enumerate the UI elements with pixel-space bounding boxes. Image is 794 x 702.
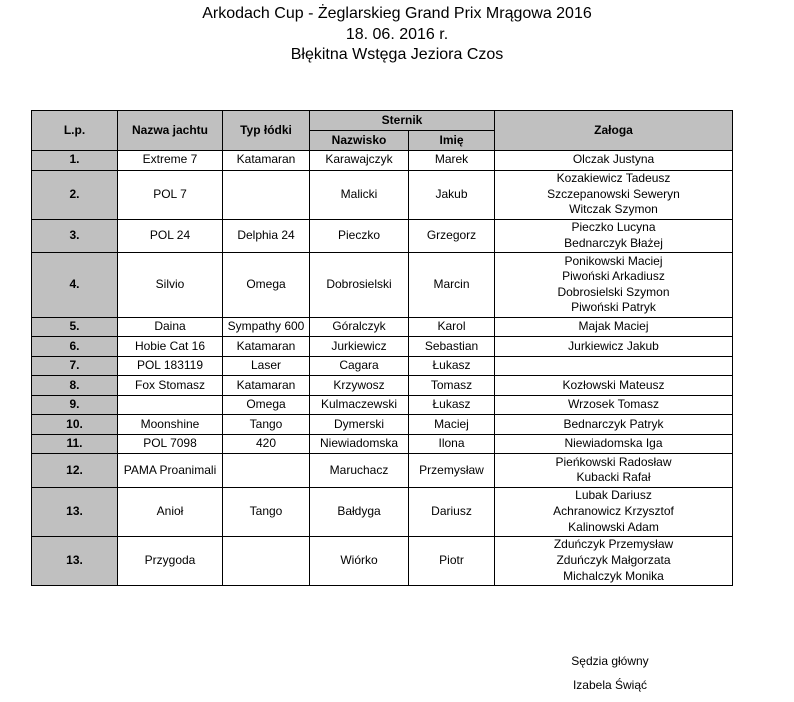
judge-role: Sędzia główny bbox=[571, 654, 649, 668]
row-number: 9. bbox=[32, 395, 118, 415]
crew-member: Pieńkowski Radosław bbox=[555, 454, 672, 469]
yacht-name: Daina bbox=[118, 317, 223, 337]
crew-cell bbox=[495, 376, 733, 396]
table-row bbox=[32, 337, 733, 357]
yacht-name: Fox Stomasz bbox=[118, 376, 223, 396]
crew-member: Witczak Szymon bbox=[569, 202, 658, 217]
crew-cell bbox=[495, 415, 733, 435]
document-header bbox=[0, 4, 794, 66]
crew-member: Olczak Justyna bbox=[572, 152, 655, 167]
yacht-name: Anioł bbox=[118, 487, 223, 536]
yacht-name: Extreme 7 bbox=[118, 151, 223, 171]
crew-member: Kalinowski Adam bbox=[568, 519, 659, 534]
boat-type: Omega bbox=[223, 252, 310, 317]
crew-member: Michalczyk Monika bbox=[563, 568, 664, 583]
crew-member: Kozłowski Mateusz bbox=[562, 377, 665, 392]
helmsman-surname: Pieczko bbox=[310, 219, 409, 252]
row-number: 12. bbox=[32, 454, 118, 487]
helmsman-first-name: Maciej bbox=[409, 415, 495, 435]
crew-member: Lubak Dariusz bbox=[575, 488, 652, 503]
crew-member: Szczepanowski Seweryn bbox=[547, 186, 680, 201]
crew-member: Piwoński Arkadiusz bbox=[562, 269, 665, 284]
crew-member: Niewiadomska Iga bbox=[564, 436, 663, 451]
helmsman-first-name: Ilona bbox=[409, 434, 495, 454]
boat-type: Delphia 24 bbox=[223, 219, 310, 252]
helmsman-surname: Jurkiewicz bbox=[310, 337, 409, 357]
crew-member: Achranowicz Krzysztof bbox=[553, 503, 674, 518]
table-row bbox=[32, 415, 733, 435]
row-number: 4. bbox=[32, 252, 118, 317]
crew-member: Pieczko Lucyna bbox=[571, 220, 656, 235]
yacht-name: Silvio bbox=[118, 252, 223, 317]
header-surname: Nazwisko bbox=[310, 131, 409, 151]
boat-type bbox=[223, 170, 310, 219]
table-row bbox=[32, 151, 733, 171]
boat-type: Laser bbox=[223, 356, 310, 376]
table-row bbox=[32, 434, 733, 454]
event-subtitle: Błękitna Wstęga Jeziora Czos bbox=[290, 46, 504, 63]
crew-cell bbox=[495, 219, 733, 252]
header-first-name: Imię bbox=[409, 131, 495, 151]
yacht-name: POL 7098 bbox=[118, 434, 223, 454]
table-row bbox=[32, 252, 733, 317]
row-number: 11. bbox=[32, 434, 118, 454]
helmsman-first-name: Łukasz bbox=[409, 395, 495, 415]
helmsman-surname: Krzywosz bbox=[310, 376, 409, 396]
boat-type: Tango bbox=[223, 415, 310, 435]
helmsman-surname: Góralczyk bbox=[310, 317, 409, 337]
yacht-name: Przygoda bbox=[118, 536, 223, 585]
helmsman-first-name: Łukasz bbox=[409, 356, 495, 376]
table-row bbox=[32, 487, 733, 536]
crew-member: Bednarczyk Patryk bbox=[563, 416, 664, 431]
yacht-name: Moonshine bbox=[118, 415, 223, 435]
crew-cell bbox=[495, 151, 733, 171]
yacht-name: POL 7 bbox=[118, 170, 223, 219]
row-number: 10. bbox=[32, 415, 118, 435]
helmsman-first-name: Karol bbox=[409, 317, 495, 337]
crew-cell bbox=[495, 487, 733, 536]
crew-member: Piwoński Patryk bbox=[571, 300, 656, 315]
boat-type bbox=[223, 454, 310, 487]
boat-type: Sympathy 600 bbox=[223, 317, 310, 337]
crew-member: Kozakiewicz Tadeusz bbox=[556, 171, 671, 186]
helmsman-first-name: Marcin bbox=[409, 252, 495, 317]
crew-member: Wrzosek Tomasz bbox=[568, 397, 659, 412]
helmsman-surname: Dymerski bbox=[310, 415, 409, 435]
row-number: 13. bbox=[32, 536, 118, 585]
event-date: 18. 06. 2016 r. bbox=[345, 25, 449, 43]
crew-cell bbox=[495, 434, 733, 454]
yacht-name: PAMA Proanimali bbox=[118, 454, 223, 487]
header-helmsman: Sternik bbox=[310, 111, 495, 131]
helmsman-surname: Kulmaczewski bbox=[310, 395, 409, 415]
crew-member: Jurkiewicz Jakub bbox=[568, 338, 659, 353]
header-crew: Załoga bbox=[495, 111, 733, 151]
crew-cell bbox=[495, 454, 733, 487]
boat-type: Katamaran bbox=[223, 376, 310, 396]
crew-cell bbox=[495, 536, 733, 585]
table-row bbox=[32, 376, 733, 396]
crew-cell bbox=[495, 395, 733, 415]
boat-type: Katamaran bbox=[223, 337, 310, 357]
helmsman-surname: Maruchacz bbox=[310, 454, 409, 487]
table-row bbox=[32, 170, 733, 219]
helmsman-surname: Wiórko bbox=[310, 536, 409, 585]
table-row bbox=[32, 356, 733, 376]
judge-name: Izabela Świąć bbox=[572, 678, 648, 692]
results-body bbox=[32, 151, 733, 586]
helmsman-first-name: Przemysław bbox=[409, 454, 495, 487]
crew-member: Ponikowski Maciej bbox=[564, 253, 663, 268]
row-number: 5. bbox=[32, 317, 118, 337]
helmsman-first-name: Tomasz bbox=[409, 376, 495, 396]
boat-type: Tango bbox=[223, 487, 310, 536]
helmsman-surname: Malicki bbox=[310, 170, 409, 219]
table-row bbox=[32, 219, 733, 252]
crew-member: Bednarczyk Błażej bbox=[564, 235, 663, 250]
crew-cell bbox=[495, 317, 733, 337]
event-title: Arkodach Cup - Żeglarskieg Grand Prix Mrągowa 2016 bbox=[202, 5, 592, 22]
table-row bbox=[32, 395, 733, 415]
crew-member: Zduńczyk Przemysław bbox=[553, 537, 674, 552]
yacht-name bbox=[118, 395, 223, 415]
boat-type: Katamaran bbox=[223, 151, 310, 171]
helmsman-first-name: Piotr bbox=[409, 536, 495, 585]
crew-member: Dobrosielski Szymon bbox=[557, 284, 670, 299]
crew-cell bbox=[495, 170, 733, 219]
row-number: 7. bbox=[32, 356, 118, 376]
helmsman-first-name: Dariusz bbox=[409, 487, 495, 536]
row-number: 6. bbox=[32, 337, 118, 357]
helmsman-first-name: Grzegorz bbox=[409, 219, 495, 252]
table-row bbox=[32, 317, 733, 337]
row-number: 2. bbox=[32, 170, 118, 219]
header-boat-type: Typ łódki bbox=[223, 111, 310, 151]
helmsman-surname: Dobrosielski bbox=[310, 252, 409, 317]
helmsman-surname: Karawajczyk bbox=[310, 151, 409, 171]
helmsman-first-name: Sebastian bbox=[409, 337, 495, 357]
helmsman-surname: Bałdyga bbox=[310, 487, 409, 536]
header-yacht-name: Nazwa jachtu bbox=[118, 111, 223, 151]
helmsman-surname: Cagara bbox=[310, 356, 409, 376]
row-number: 3. bbox=[32, 219, 118, 252]
row-number: 1. bbox=[32, 151, 118, 171]
boat-type: Omega bbox=[223, 395, 310, 415]
boat-type bbox=[223, 536, 310, 585]
row-number: 8. bbox=[32, 376, 118, 396]
crew-member: Kubacki Rafał bbox=[576, 470, 651, 485]
crew-cell bbox=[495, 356, 733, 376]
crew-member: Zduńczyk Małgorzata bbox=[556, 553, 671, 568]
table-row bbox=[32, 536, 733, 585]
helmsman-first-name: Jakub bbox=[409, 170, 495, 219]
crew-cell bbox=[495, 337, 733, 357]
results-table bbox=[31, 110, 733, 586]
header-lp: L.p. bbox=[32, 111, 118, 151]
crew-member: Majak Maciej bbox=[578, 319, 649, 334]
yacht-name: POL 24 bbox=[118, 219, 223, 252]
row-number: 13. bbox=[32, 487, 118, 536]
yacht-name: Hobie Cat 16 bbox=[118, 337, 223, 357]
helmsman-surname: Niewiadomska bbox=[310, 434, 409, 454]
yacht-name: POL 183119 bbox=[118, 356, 223, 376]
table-row bbox=[32, 454, 733, 487]
boat-type: 420 bbox=[223, 434, 310, 454]
helmsman-first-name: Marek bbox=[409, 151, 495, 171]
crew-cell bbox=[495, 252, 733, 317]
